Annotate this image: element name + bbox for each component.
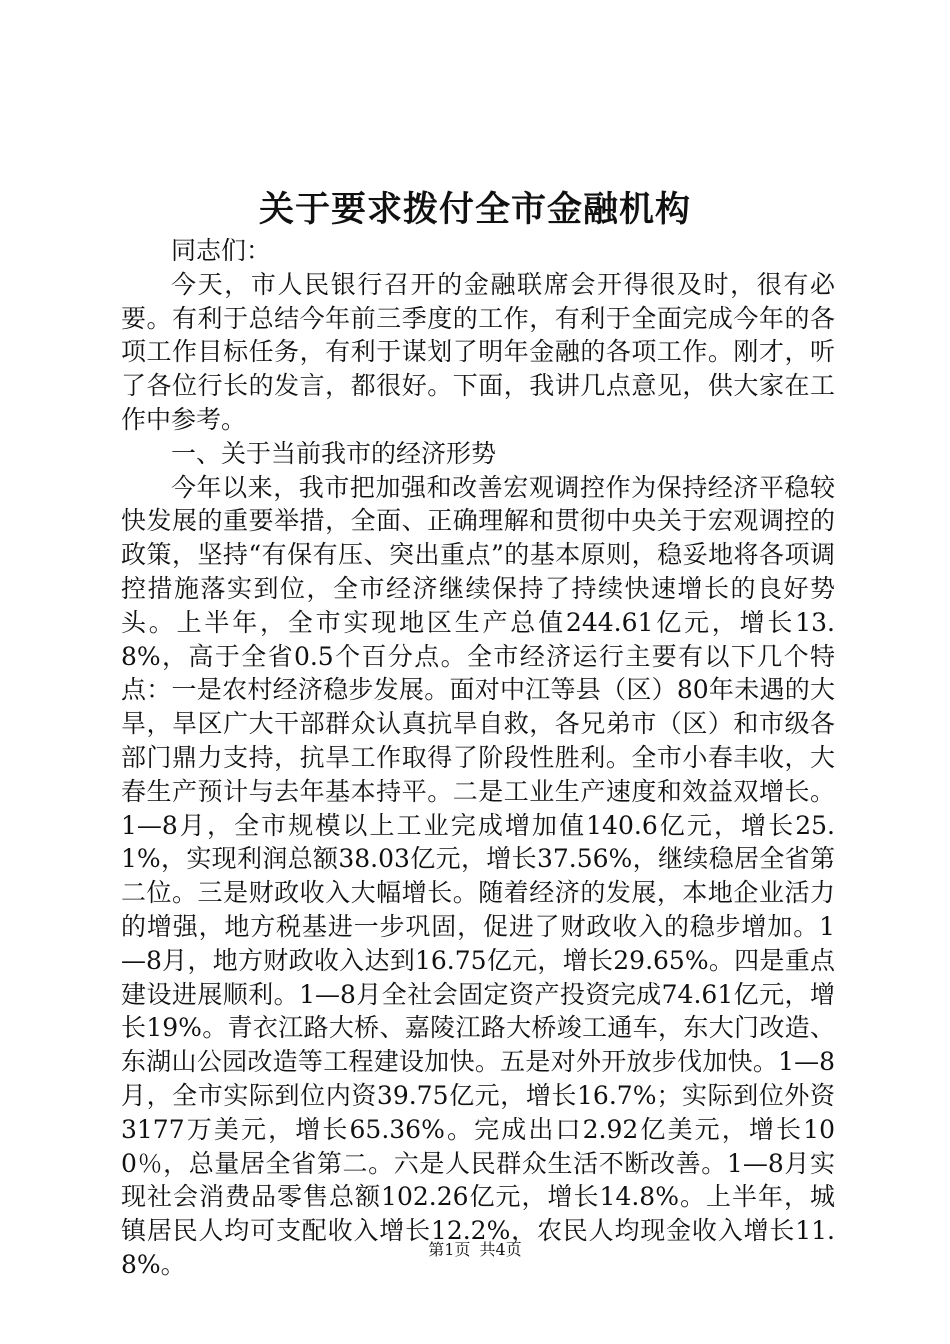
document-body [121, 234, 835, 1282]
paragraph-intro: 今天，市人民银行召开的金融联席会开得很及时，很有必要。有利于总结今年前三季度的工作，有利于全面完成今年的各项工作目标任务，有利于谋划了明年金融的各项工作。刚才，听了各位行长的发言，都很好。下面，我讲几点意见，供大家在工作中参考。 [121, 269, 835, 434]
page-number-total: 共4页 [479, 1240, 522, 1259]
document-title: 关于要求拨付全市金融机构 [258, 189, 691, 230]
greeting: 同志们： [171, 236, 272, 265]
page-number-current: 第1页 [428, 1240, 471, 1259]
page-footer [0, 1239, 950, 1261]
paragraph-economy: 今年以来，我市把加强和改善宏观调控作为保持经济平稳较快发展的重要举措，全面、正确理解和贯彻中央关于宏观调控的政策，坚持“有保有压、突出重点”的基本原则，稳妥地将各项调控措施落实到位，全市经济继续保持了持续快速增长的良好势头。上半年，全市实现地区生产总值244.61亿元，增长13.8%，高于全省0.5个百分点。全市经济运行主要有以下几个特点：一是农村经济稳步发展。面对中江等县（区）80年未遇的大旱，旱区广大干部群众认真抗旱自救，各兄弟市（区）和市级各部门鼎力支持，抗旱工作取得了阶段性胜利。全市小春丰收，大春生产预计与去年基本持平。二是工业生产速度和效益双增长。1—8月，全市规模以上工业完成增加值140.6亿元，增长25.1%，实现利润总额38.03亿元，增长37.56%，继续稳居全省第二位。三是财政收入大幅增长。随着经济的发展，本地企业活力的增强，地方税基进一步巩固，促进了财政收入的稳步增加。1—8月，地方财政收入达到16.75亿元，增长29.65%。四是重点建设进展顺利。1—8月全社会固定资产投资完成74.61亿元，增长19%。青衣江路大桥、嘉陵江路大桥竣工通车，东大门改造、东湖山公园改造等工程建设加快。五是对外开放步伐加快。1—8月，全市实际到位内资39.75亿元，增长16.7%；实际到位外资3177万美元，增长65.36%。完成出口2.92亿美元，增长100％，总量居全省第二。六是人民群众生活不断改善。1—8月实现社会消费品零售总额102.26亿元，增长14.8%。上半年，城镇居民人均可支配收入增长12.2%，农民人均现金收入增长11.8%。 [121, 472, 835, 1279]
section-heading: 一、关于当前我市的经济形势 [171, 438, 497, 468]
